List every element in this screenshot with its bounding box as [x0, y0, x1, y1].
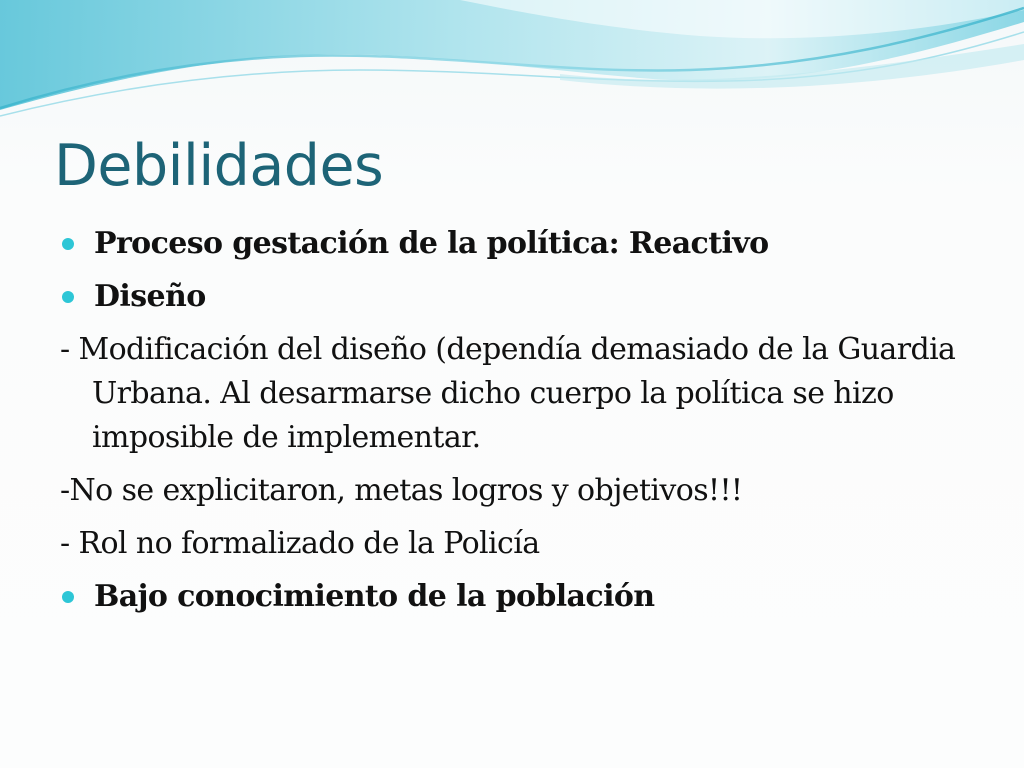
- dash-text: - Modificación del diseño (dependía demasiado de la Guardia Urbana. Al desarmarse dicho cuerpo la política se hizo imposible de implementar.: [60, 332, 956, 455]
- slide-body: [60, 222, 960, 628]
- dash-item: [60, 328, 960, 460]
- dash-item: [60, 522, 960, 566]
- dash-item: [60, 469, 960, 513]
- dash-text: - Rol no formalizado de la Policía: [60, 526, 540, 561]
- bullet-text: Diseño: [94, 279, 206, 314]
- bullet-item: [60, 275, 960, 319]
- header-wave-decoration: [0, 0, 1024, 130]
- bullet-text: Bajo conocimiento de la población: [94, 579, 655, 614]
- bullet-dot-icon: [62, 591, 74, 603]
- dash-text: -No se explicitaron, metas logros y objetivos!!!: [60, 473, 743, 508]
- bullet-text: Proceso gestación de la política: Reactivo: [94, 226, 769, 261]
- bullet-item: [60, 575, 960, 619]
- slide-title: Debilidades: [54, 133, 384, 199]
- bullet-dot-icon: [62, 238, 74, 250]
- bullet-dot-icon: [62, 291, 74, 303]
- bullet-item: [60, 222, 960, 266]
